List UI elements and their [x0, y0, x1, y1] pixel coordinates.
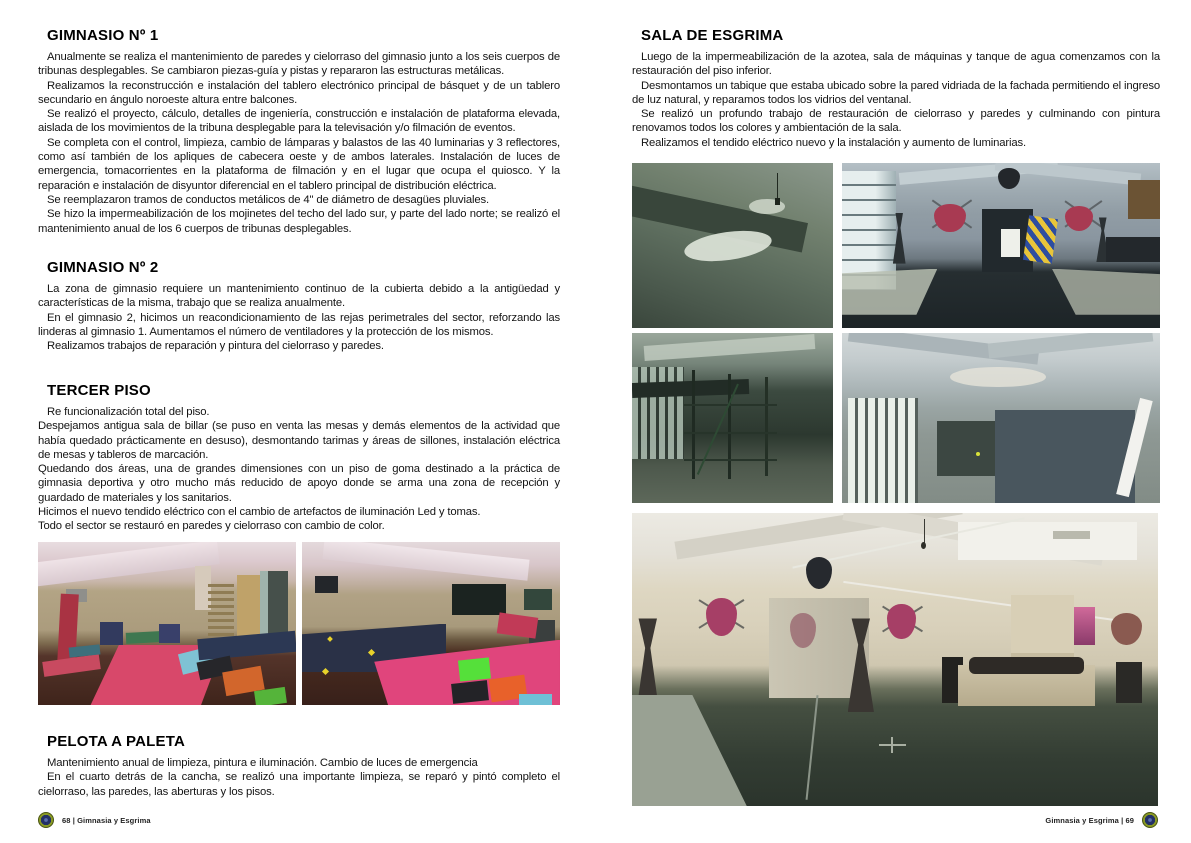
scaffold-rail-decor	[684, 459, 776, 461]
scaffold-post-decor	[692, 370, 695, 479]
chair-decor	[1116, 662, 1142, 703]
vent-decor	[1053, 531, 1090, 540]
poster-decor	[1001, 229, 1020, 257]
paragraph: Re funcionalización total del piso.	[47, 406, 210, 418]
photo-fencing-salle-wide	[632, 513, 1158, 806]
ceiling-beam-decor	[644, 334, 815, 361]
footer-left	[38, 811, 151, 829]
photo-ceiling-repair	[632, 163, 833, 328]
shield-decor	[1111, 613, 1143, 645]
window-grid-decor	[848, 398, 918, 503]
footer-text: Gimnasia y Esgrima | 69	[1045, 815, 1134, 825]
scaffold-brace-decor	[697, 384, 739, 475]
section-sala-de-esgrima	[632, 27, 1160, 150]
striped-board-decor	[1023, 216, 1058, 264]
section-tercer-piso	[38, 382, 560, 534]
paragraph: En el gimnasio 2, hicimos un reacondicionamiento de las rejas perimetrales del sector, reforzando las linderas al gimnasio 1. Aumentamos el número de ventiladores y la protección de los mismos.	[38, 311, 560, 338]
mat-block-decor	[159, 624, 180, 644]
paragraph: Realizamos trabajos de reparación y pintura del cielorraso y paredes.	[47, 340, 384, 353]
paragraph: Luego de la impermeabilización de la azotea, sala de máquinas y tanque de agua comenzamos con la restauración del piso inferior.	[632, 51, 1160, 78]
floor-runner-decor	[1052, 269, 1160, 315]
bulb-decor	[921, 542, 926, 549]
paragraph: Se completa con el control, limpieza, cambio de lámparas y balastos de las 40 luminarias y 3 reflectores, como así también de los apliques de cabecera oeste y de ambos laterales. Instalación de luces de emergencia, tomacorrientes en la plataforma de filmación y en el lugar que ocupa el quiosco. Y la reparación e instalación de disyuntor diferencial en el tablero principal de distribución eléctrica.	[38, 136, 560, 192]
piste-edge-decor	[805, 695, 818, 800]
scaffold-rail-decor	[684, 404, 776, 406]
plaster-patch-decor	[683, 226, 774, 266]
trophy-shield-decor	[806, 557, 832, 589]
scaffold-rail-decor	[684, 432, 776, 434]
paragraph: La zona de gimnasio requiere un mantenimiento continuo de la cubierta debido a la antigüedad y características de la misma, trabajo que se realiza anualmente.	[38, 283, 560, 310]
paragraph: Se hizo la impermeabilización de los mojinetes del techo del lado sur, y parte del lado norte; se realizó el mantenimiento anual de los 6 cuerpos de tribunas desplegables.	[38, 208, 560, 235]
tv-decor	[315, 576, 338, 592]
doorway-decor	[452, 584, 506, 615]
floor-runner-decor	[842, 269, 937, 315]
hanging-wire-decor	[777, 173, 778, 199]
paragraph: Se reemplazaron tramos de conductos metálicos de 4" de diámetro de desagües pluviales.	[47, 193, 489, 206]
paragraph: En el cuarto detrás de la cancha, se realizó una importante limpieza, se reparó y pintó completo el cielorraso, las paredes, las aberturas y los pisos.	[38, 771, 560, 798]
tile-green-decor	[458, 658, 491, 682]
shelf-decor	[1128, 180, 1160, 220]
paragraph: Realizamos la reconstrucción e instalación del tablero electrónico principal de básquet y de un tablero secundario en ángulo noroeste altura entre balcones.	[38, 79, 560, 106]
photo-gym-mats-1	[38, 542, 296, 705]
hanging-wire-decor	[924, 519, 925, 545]
mat-roll-decor	[125, 631, 159, 644]
paragraph: Desmontamos un tabique que estaba ubicado sobre la pared vidriada de la fachada permitiendo el ingreso de luz natural, y reparamos todos los vidrios del ventanal.	[632, 79, 1160, 106]
paragraph: Despejamos antigua sala de billar (se puso en venta las mesas y demás elementos de la actividad que había quedado prácticamente en desuso), desmontando tarimas y áreas de sillones, instalación eléctrica de mesas y tableros de marcación.	[38, 420, 560, 461]
paragraph: Todo el sector se restauró en paredes y cielorraso con cambio de color.	[38, 520, 385, 533]
poster-decor	[1074, 607, 1095, 645]
bench-decor	[1106, 237, 1160, 262]
window-decor	[260, 571, 288, 638]
section-title: TERCER PISO	[47, 382, 151, 399]
paragraph: Mantenimiento anual de limpieza, pintura e iluminación. Cambio de luces de emergencia	[47, 757, 478, 769]
mat-decor	[42, 654, 100, 676]
plaster-patch-decor	[950, 367, 1045, 387]
ceiling-beam-decor	[38, 542, 219, 588]
section-title: SALA DE ESGRIMA	[641, 27, 784, 44]
mat-wedge-decor	[497, 613, 538, 639]
scaffold-post-decor	[765, 377, 768, 476]
paragraph: Hicimos el nuevo tendido eléctrico con el cambio de artefactos de iluminación Led y tomas.	[38, 506, 481, 519]
section-title: GIMNASIO Nº 1	[47, 27, 159, 44]
scaffold-post-decor	[728, 374, 731, 479]
shield-decor	[706, 598, 738, 636]
section-title: GIMNASIO Nº 2	[47, 259, 159, 276]
ceiling-beam-decor	[988, 333, 1154, 359]
dot-decor	[976, 452, 980, 456]
shelf-unit-decor	[1011, 595, 1074, 665]
shield-decor	[887, 604, 916, 639]
photo-fencing-hall-before	[842, 163, 1160, 328]
wall-bars-decor	[208, 584, 234, 636]
shield-decor	[1065, 206, 1094, 231]
photo-room-panel	[842, 333, 1160, 503]
section-gimnasio-2	[38, 259, 560, 353]
floor-cross-decor	[891, 737, 893, 753]
tile-black-decor	[451, 680, 489, 703]
paragraph: Quedando dos áreas, una de grandes dimensiones con un piso de goma destinado a la práctica de gimnasia deportiva y otro mucho más reducido de apoyo donde se arma una zona de recepción y guardado de materiales y los sanitarios.	[38, 463, 560, 504]
paragraph: Anualmente se realiza el mantenimiento de paredes y cielorraso del gimnasio junto a los seis cuerpos de tribunas desplegables. Se cambiaron piezas-guía y pistas y repararon las estructuras metálicas.	[38, 51, 560, 78]
opening-decor	[937, 421, 994, 475]
paragraph: Se realizó el proyecto, cálculo, detalles de ingeniería, construcción e instalación de plataforma elevada, aislada de los movimientos de la tribuna desplegable para la televisación y/o filmación de eventos.	[38, 108, 560, 135]
mat-block-decor	[100, 622, 123, 645]
curtain-decor	[237, 575, 260, 640]
photo-scaffolding	[632, 333, 833, 503]
photo-gym-mats-2	[302, 542, 560, 705]
footer-right	[842, 811, 1158, 829]
cushions-decor	[969, 657, 1085, 675]
section-gimnasio-1	[38, 27, 560, 236]
cone-decor	[322, 668, 329, 675]
shield-decor	[934, 204, 966, 232]
slate-panel-decor	[995, 410, 1135, 504]
tile-cyan-decor	[519, 694, 553, 705]
club-badge-icon	[38, 812, 54, 828]
paragraph: Se realizó un profundo trabajo de restauración de cielorraso y paredes y culminando con pintura renovamos todos los colores y ambientación de la sala.	[632, 108, 1160, 135]
paragraph: Realizamos el tendido eléctrico nuevo y la instalación y aumento de luminarias.	[641, 136, 1027, 149]
footer-text: 68 | Gimnasia y Esgrima	[62, 815, 151, 825]
lamp-decor	[775, 198, 780, 205]
ceiling-beam-decor	[322, 542, 529, 580]
board-decor	[524, 589, 552, 610]
trophy-shield-decor	[998, 168, 1020, 189]
club-badge-icon	[1142, 812, 1158, 828]
section-title: PELOTA A PALETA	[47, 733, 185, 750]
section-pelota-a-paleta	[38, 733, 560, 799]
